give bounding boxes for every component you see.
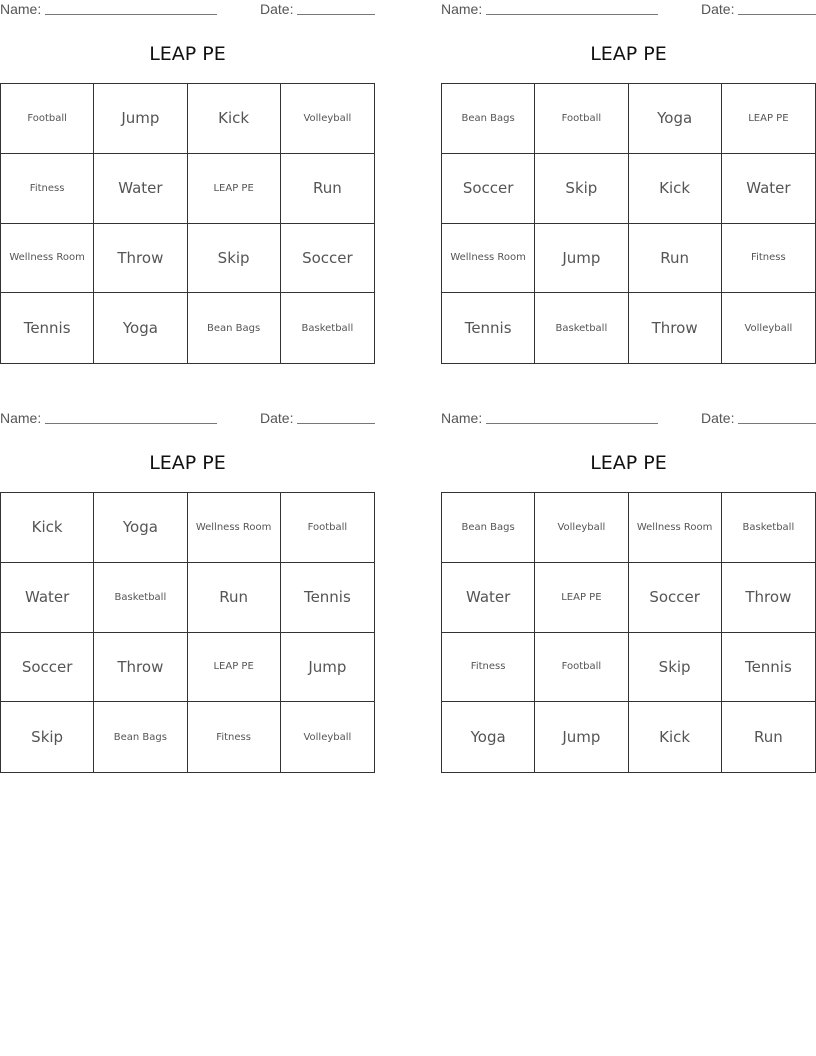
bingo-cell: Jump: [535, 224, 628, 294]
bingo-cell: Jump: [94, 84, 187, 154]
date-blank: [738, 14, 816, 15]
bingo-grid: [441, 83, 816, 364]
bingo-cell: Run: [753, 728, 783, 747]
bingo-cell: Jump: [281, 633, 374, 703]
bingo-cell: Skip: [535, 154, 628, 224]
name-label: Name:: [0, 1, 42, 17]
name-blank: [45, 423, 217, 424]
bingo-cell: Basketball: [722, 493, 815, 563]
bingo-cell: Bean Bags: [442, 493, 535, 563]
bingo-cell: Soccer: [1, 633, 94, 703]
bingo-cell: LEAP PE: [535, 563, 628, 633]
bingo-cell: Throw: [94, 224, 187, 294]
bingo-cell: Water: [722, 154, 815, 224]
bingo-cell: Jump: [535, 702, 628, 772]
bingo-cell: Bean Bags: [94, 702, 187, 772]
date-blank: [297, 14, 375, 15]
name-field: [0, 410, 217, 426]
bingo-cell: Yoga: [94, 493, 187, 563]
bingo-cell: Basketball: [94, 563, 187, 633]
bingo-cell: Volleyball: [535, 493, 628, 563]
date-field: [701, 410, 816, 426]
date-label: Date:: [701, 1, 735, 17]
date-label: Date:: [701, 410, 735, 426]
bingo-card: [0, 409, 375, 779]
name-label: Name:: [441, 1, 483, 17]
date-blank: [738, 423, 816, 424]
card-title: LEAP PE: [590, 43, 667, 65]
bingo-cell: Volleyball: [281, 84, 374, 154]
bingo-cell: LEAP PE: [722, 84, 815, 154]
bingo-cell: Bean Bags: [442, 84, 535, 154]
bingo-cell: LEAP PE: [188, 633, 281, 703]
bingo-cell: Basketball: [301, 322, 354, 334]
bingo-cell: Fitness: [442, 633, 535, 703]
bingo-cell: Wellness Room: [1, 224, 94, 294]
bingo-cell: Volleyball: [744, 322, 793, 334]
bingo-cell: Tennis: [281, 563, 374, 633]
bingo-cell: Bean Bags: [188, 293, 281, 363]
name-field: [0, 1, 217, 17]
bingo-cell: Soccer: [281, 224, 374, 294]
date-label: Date:: [260, 1, 294, 17]
bingo-cell: Skip: [188, 224, 281, 294]
bingo-cell: Skip: [629, 633, 722, 703]
bingo-cell: Tennis: [722, 633, 815, 703]
bingo-cell: Yoga: [442, 702, 535, 772]
date-label: Date:: [260, 410, 294, 426]
bingo-cell: Football: [535, 633, 628, 703]
date-field: [701, 1, 816, 17]
date-blank: [297, 423, 375, 424]
bingo-cell: Skip: [1, 702, 94, 772]
card-title: LEAP PE: [149, 43, 226, 65]
bingo-cell: Run: [188, 563, 281, 633]
name-blank: [486, 423, 658, 424]
bingo-cell: Tennis: [1, 293, 94, 363]
name-label: Name:: [441, 410, 483, 426]
bingo-cell: Run: [281, 154, 374, 224]
bingo-cell: Football: [535, 84, 628, 154]
bingo-cell: Football: [281, 493, 374, 563]
bingo-grid: [0, 492, 375, 773]
bingo-cell: Water: [94, 154, 187, 224]
bingo-cell: Kick: [629, 154, 722, 224]
name-label: Name:: [0, 410, 42, 426]
bingo-cell: Kick: [629, 702, 722, 772]
bingo-cell: Throw: [629, 293, 722, 363]
bingo-cell: Wellness Room: [442, 224, 535, 294]
name-field: [441, 410, 658, 426]
bingo-card: [0, 0, 375, 370]
bingo-cell: Tennis: [442, 293, 535, 363]
bingo-card: [441, 0, 816, 370]
bingo-grid: [441, 492, 816, 773]
date-field: [260, 1, 375, 17]
bingo-cell: Fitness: [188, 702, 281, 772]
bingo-cell: Volleyball: [303, 731, 352, 743]
bingo-cell: Water: [1, 563, 94, 633]
bingo-card: [441, 409, 816, 779]
bingo-cell: Water: [442, 563, 535, 633]
name-blank: [45, 14, 217, 15]
bingo-cell: LEAP PE: [188, 154, 281, 224]
bingo-cell: Run: [629, 224, 722, 294]
bingo-cell: Soccer: [442, 154, 535, 224]
bingo-cell: Yoga: [94, 293, 187, 363]
bingo-cell: Soccer: [629, 563, 722, 633]
date-field: [260, 410, 375, 426]
bingo-cell: Throw: [722, 563, 815, 633]
card-title: LEAP PE: [590, 452, 667, 474]
bingo-cell: Kick: [188, 84, 281, 154]
bingo-grid: [0, 83, 375, 364]
card-title: LEAP PE: [149, 452, 226, 474]
bingo-cell: Fitness: [1, 154, 94, 224]
bingo-cell: Fitness: [722, 224, 815, 294]
bingo-cell: Football: [1, 84, 94, 154]
bingo-cell: Basketball: [535, 293, 628, 363]
name-blank: [486, 14, 658, 15]
bingo-cell: Wellness Room: [629, 493, 722, 563]
bingo-cell: Yoga: [629, 84, 722, 154]
bingo-cell: Kick: [1, 493, 94, 563]
bingo-cell: Throw: [94, 633, 187, 703]
name-field: [441, 1, 658, 17]
bingo-cell: Wellness Room: [188, 493, 281, 563]
